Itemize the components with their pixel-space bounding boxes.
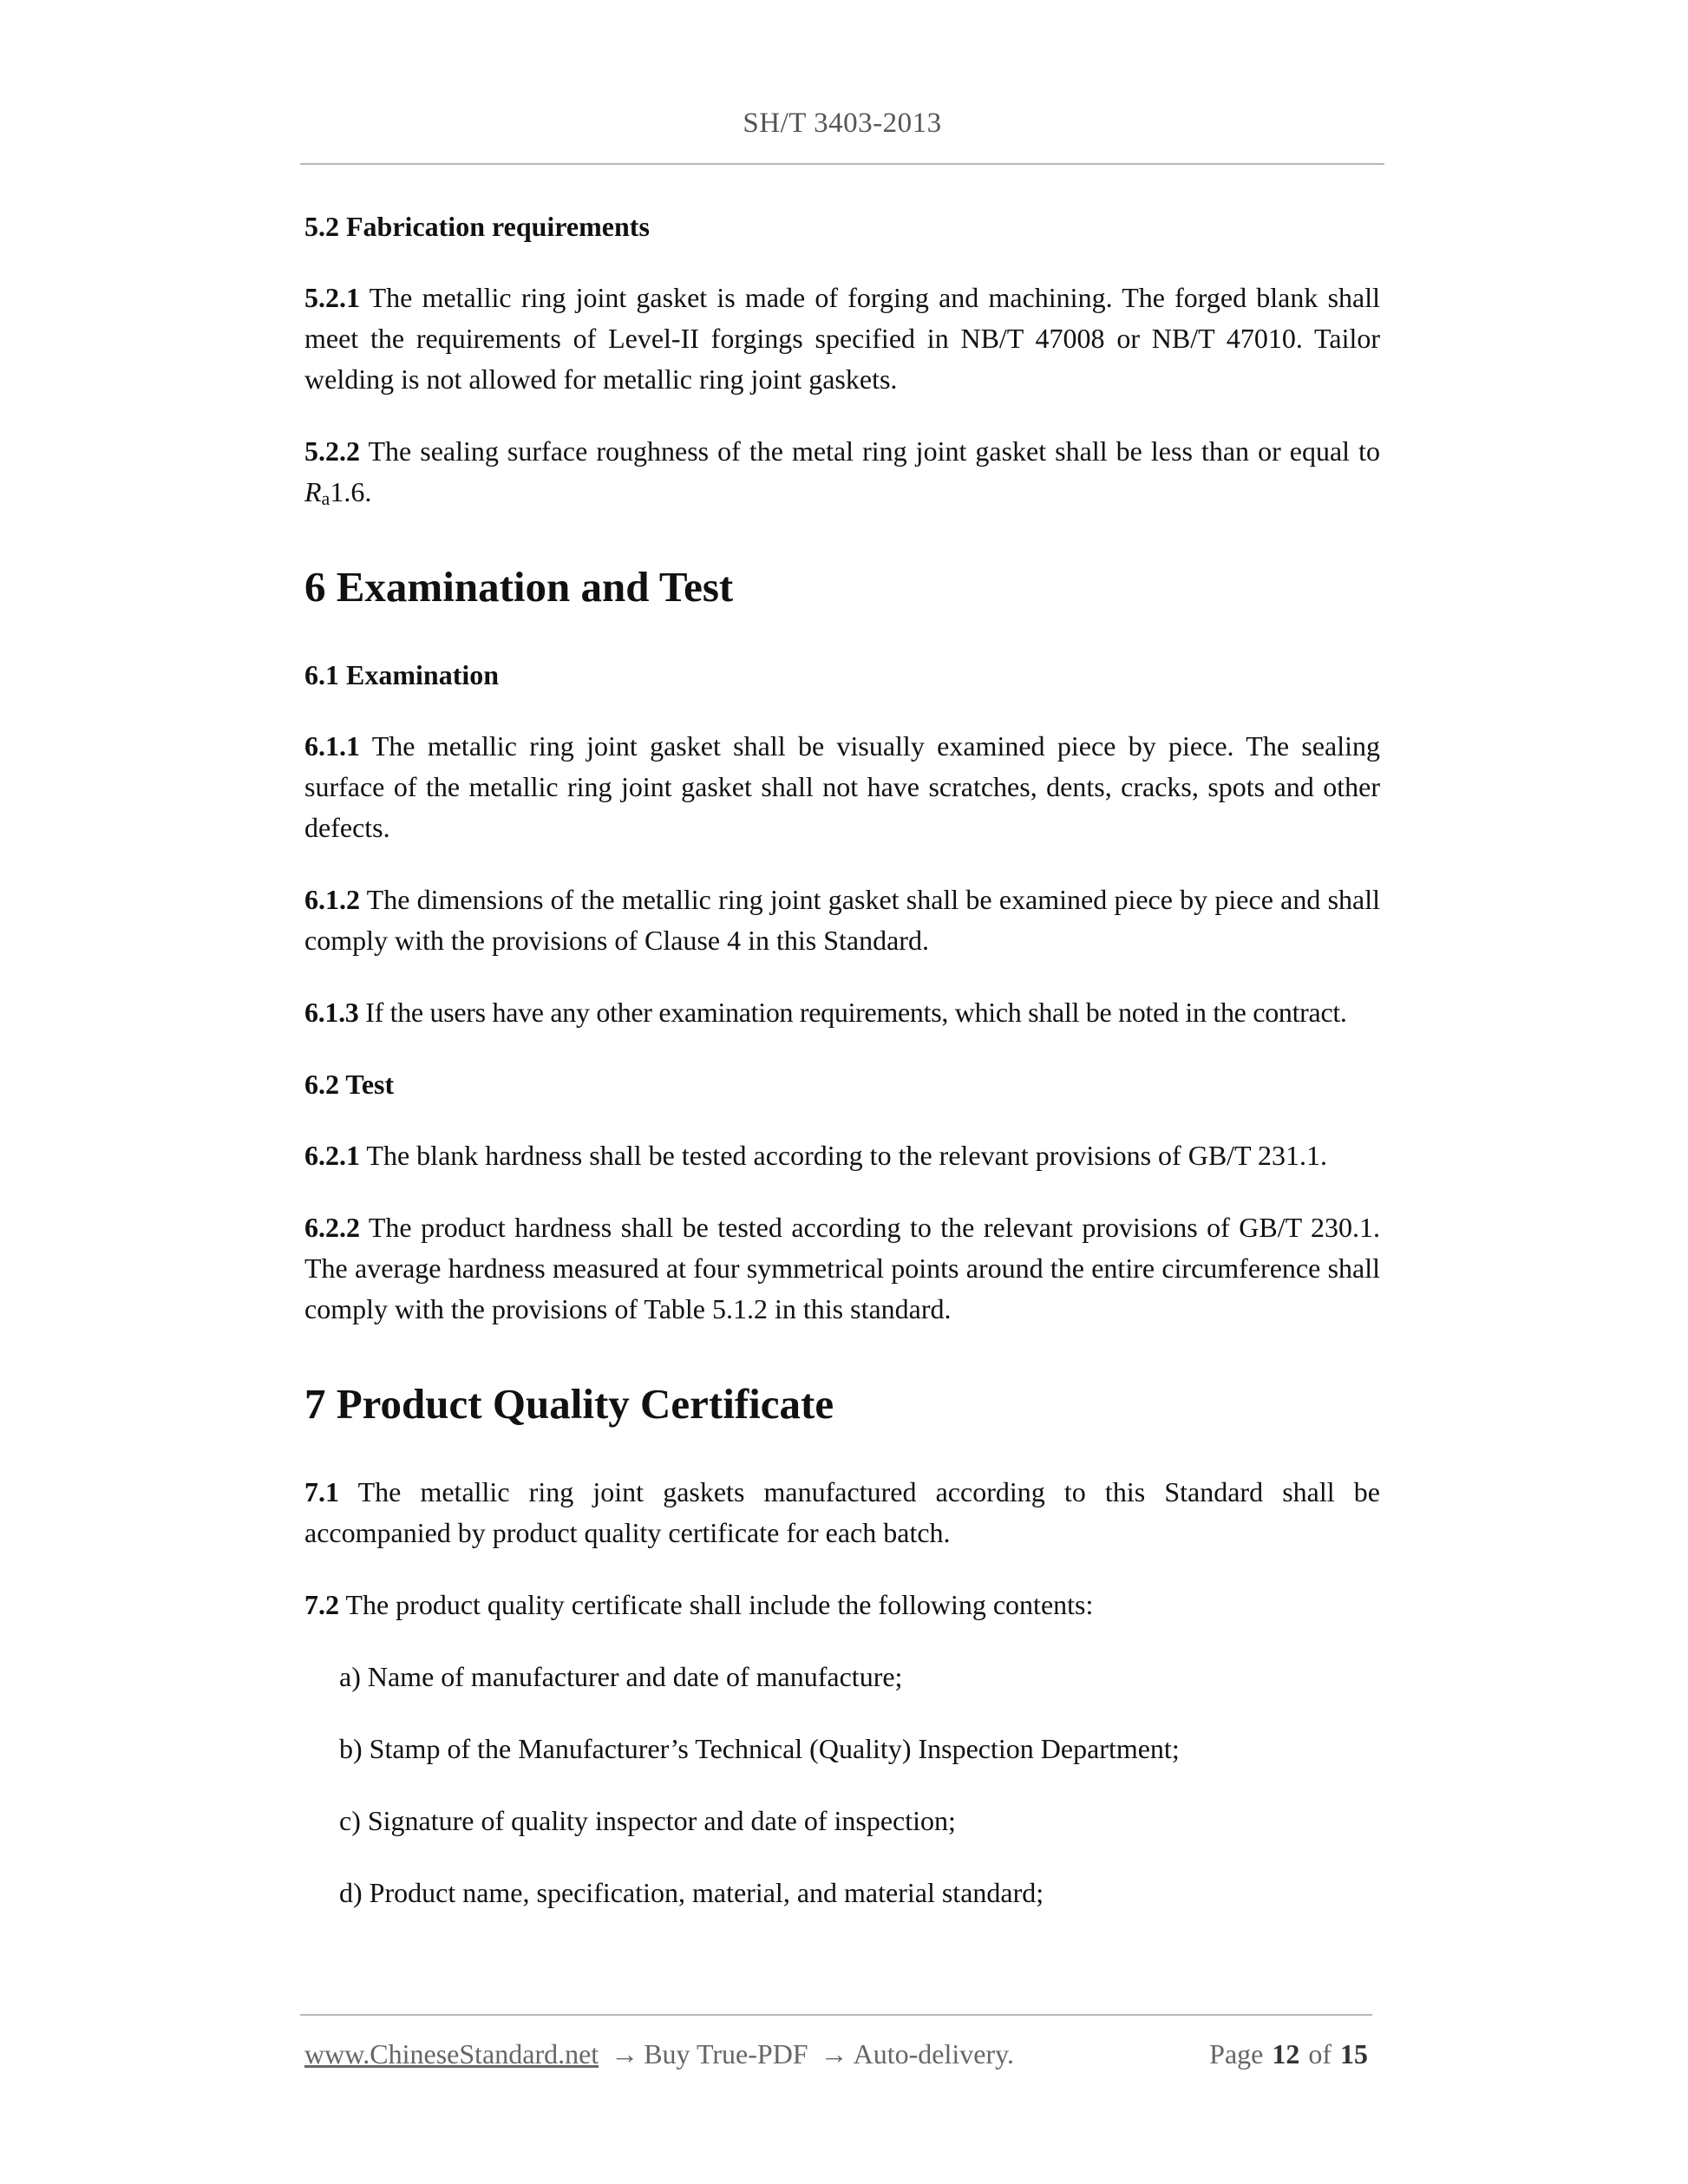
- clause-text: The metallic ring joint gasket is made of forging and machining. The forged blank shall meet the requirements of Level-II forgings specified in NB/T 47008 or NB/T 47010. Tailor welding is not allowed for metallic ring joint gaskets.: [304, 282, 1380, 395]
- clause-6-1-3: [304, 992, 1380, 1033]
- clause-5-2-1: [304, 278, 1380, 400]
- clause-6-2-1: [304, 1135, 1380, 1176]
- roughness-symbol: R: [304, 476, 322, 507]
- document-body: [304, 206, 1380, 1945]
- clause-number: 6.1.1: [304, 730, 360, 762]
- arrow-right-icon: →: [820, 2038, 848, 2070]
- page-of: of: [1308, 2038, 1331, 2070]
- section-5-2-heading: 5.2 Fabrication requirements: [304, 211, 650, 242]
- clause-number: 5.2.1: [304, 282, 360, 313]
- buy-text: Buy True-PDF: [644, 2038, 808, 2070]
- clause-6-2-2: [304, 1207, 1380, 1330]
- page-label: Page: [1209, 2038, 1264, 2070]
- clause-text: The dimensions of the metallic ring joint gasket shall be examined piece by piece and shall comply with the provisions of Clause 4 in this Standard.: [304, 884, 1380, 956]
- clause-7-1: [304, 1472, 1380, 1553]
- clause-number: 6.2.1: [304, 1140, 360, 1171]
- clause-number: 5.2.2: [304, 435, 360, 467]
- clause-text: The sealing surface roughness of the metal ring joint gasket shall be less than or equal to: [360, 435, 1380, 467]
- page-header: [300, 0, 1384, 165]
- page-total: 15: [1340, 2038, 1368, 2070]
- list-item: b) Stamp of the Manufacturer’s Technical (Quality) Inspection Department;: [339, 1733, 1180, 1764]
- clause-6-1-2: [304, 879, 1380, 961]
- clause-number: 7.1: [304, 1476, 339, 1507]
- list-item: d) Product name, specification, material, and material standard;: [339, 1877, 1044, 1908]
- page-number: [1209, 2038, 1368, 2070]
- list-item: c) Signature of quality inspector and date of inspection;: [339, 1805, 956, 1836]
- roughness-value: 1.6.: [330, 476, 372, 507]
- clause-text: The product hardness shall be tested according to the relevant provisions of GB/T 230.1. The average hardness measured at four symmetrical points around the entire circumference shall comply with the provisions of Table 5.1.2 in this standard.: [304, 1212, 1380, 1324]
- clause-number: 6.1.2: [304, 884, 360, 915]
- delivery-text: Auto-delivery.: [853, 2038, 1015, 2070]
- list-item: a) Name of manufacturer and date of manufacture;: [339, 1661, 903, 1692]
- clause-text: The blank hardness shall be tested according to the relevant provisions of GB/T 231.1.: [360, 1140, 1328, 1171]
- section-6-2-heading: 6.2 Test: [304, 1069, 395, 1100]
- footer-promo: [304, 2038, 1014, 2070]
- section-7-heading: 7 Product Quality Certificate: [304, 1380, 834, 1428]
- site-link[interactable]: www.ChineseStandard.net: [304, 2038, 599, 2070]
- section-6-1-heading: 6.1 Examination: [304, 659, 500, 690]
- clause-text: The metallic ring joint gasket shall be visually examined piece by piece. The sealing surface of the metallic ring joint gasket shall not have scratches, dents, cracks, spots and other defects.: [304, 730, 1380, 843]
- roughness-subscript: a: [321, 487, 330, 509]
- arrow-right-icon: →: [611, 2038, 639, 2070]
- clause-number: 7.2: [304, 1589, 339, 1620]
- clause-text: If the users have any other examination requirements, which shall be noted in the contract.: [358, 997, 1347, 1028]
- clause-7-2: [304, 1585, 1380, 1625]
- clause-number: 6.2.2: [304, 1212, 360, 1243]
- document-code: SH/T 3403-2013: [743, 108, 942, 139]
- page-footer: [300, 2014, 1372, 2085]
- clause-6-1-1: [304, 726, 1380, 848]
- clause-5-2-2: [304, 431, 1380, 513]
- page-current: 12: [1272, 2038, 1300, 2070]
- clause-text: The product quality certificate shall include the following contents:: [339, 1589, 1094, 1620]
- section-6-heading: 6 Examination and Test: [304, 563, 734, 611]
- clause-number: 6.1.3: [304, 997, 359, 1028]
- clause-text: The metallic ring joint gaskets manufactured according to this Standard shall be accompanied by product quality certificate for each batch.: [304, 1476, 1380, 1548]
